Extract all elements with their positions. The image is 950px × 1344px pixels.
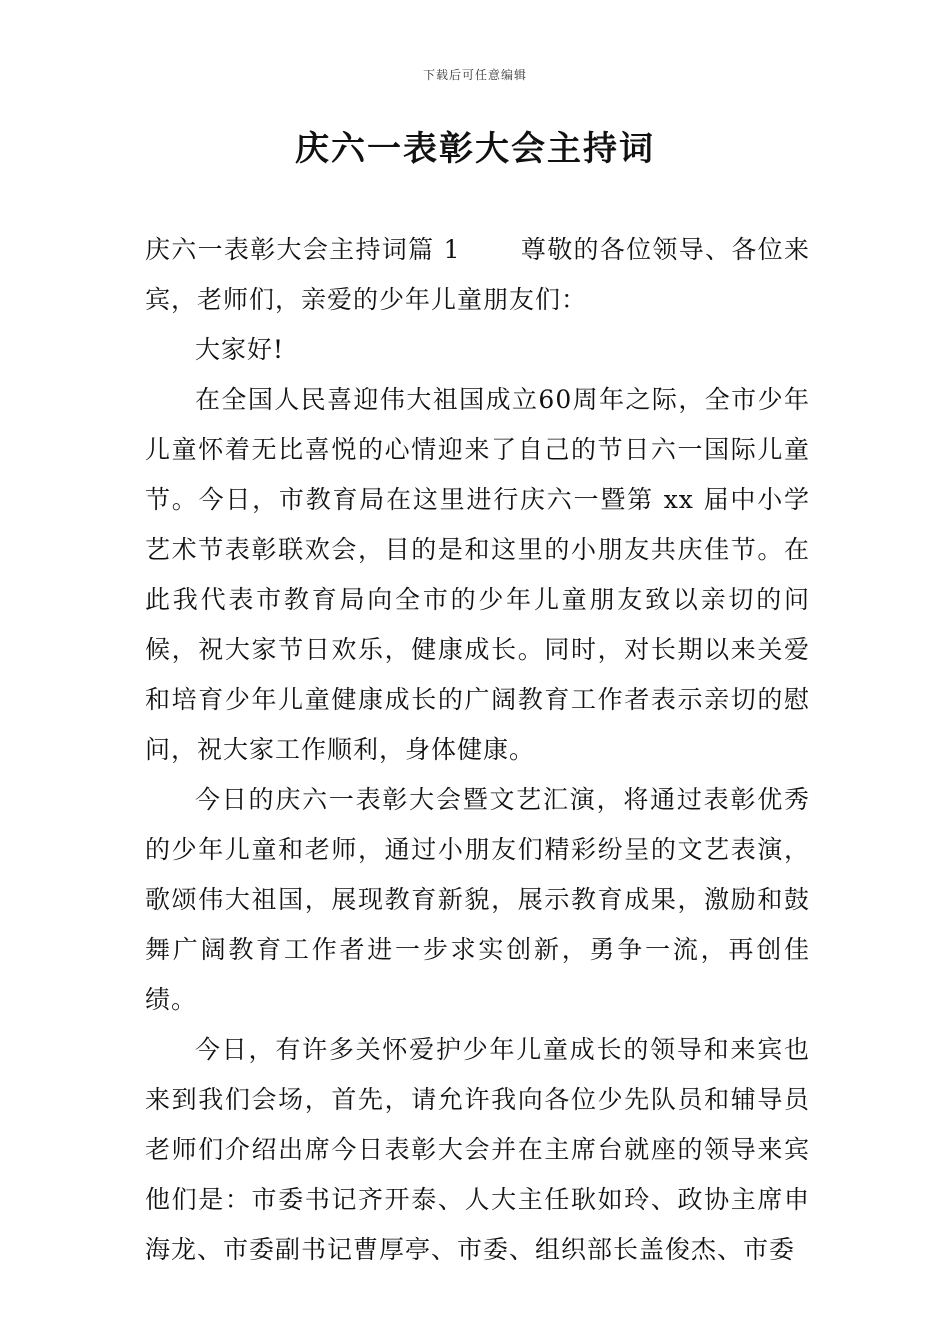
- paragraph-guests: 今日，有许多关怀爱护少年儿童成长的领导和来宾也来到我们会场，首先，请允许我向各位少先队员和辅导员老师们介绍出席今日表彰大会并在主席台就座的领导来宾他们是：市委书记齐开泰、人大主任耿如玲、政协主席申海龙、市委副书记曹厚亭、市委、组织部长盖俊杰、市委: [145, 1035, 810, 1264]
- salutation-end: 老师们，亲爱的少年儿童朋友们：: [197, 285, 588, 314]
- paragraph-intro: 在全国人民喜迎伟大祖国成立60周年之际，全市少年儿童怀着无比喜悦的心情迎来了自己的节日六一国际儿童节。今日，市教育局在这里进行庆六一暨第 xx 届中小学艺术节表彰联欢会，目的是和这里的小朋友共庆佳节。在此我代表市教育局向全市的少年儿童朋友致以亲切的问候，祝大家节日欢乐，健康成长。同时，对长期以来关爱和培育少年儿童健康成长的广阔教育工作者表示亲切的慰问，祝大家工作顺利，身体健康。: [145, 385, 810, 764]
- opening-paragraph: [145, 225, 810, 325]
- document-body: [145, 225, 810, 1275]
- document-title: 庆六一表彰大会主持词: [295, 129, 655, 169]
- header-note: 下载后可任意编辑: [422, 68, 527, 82]
- paragraph-event: 今日的庆六一表彰大会暨文艺汇演，将通过表彰优秀的少年儿童和老师，通过小朋友们精彩纷呈的文艺表演，歌颂伟大祖国，展现教育新貌，展示教育成果，激励和鼓舞广阔教育工作者进一步求实创新，勇争一流，再创佳绩。: [145, 785, 810, 1014]
- salutation-start: 尊敬的各位领导、各位来宾，: [145, 235, 810, 314]
- section-heading: 庆六一表彰大会主持词篇 1: [145, 235, 461, 264]
- paragraph-greeting: 大家好!: [195, 335, 285, 364]
